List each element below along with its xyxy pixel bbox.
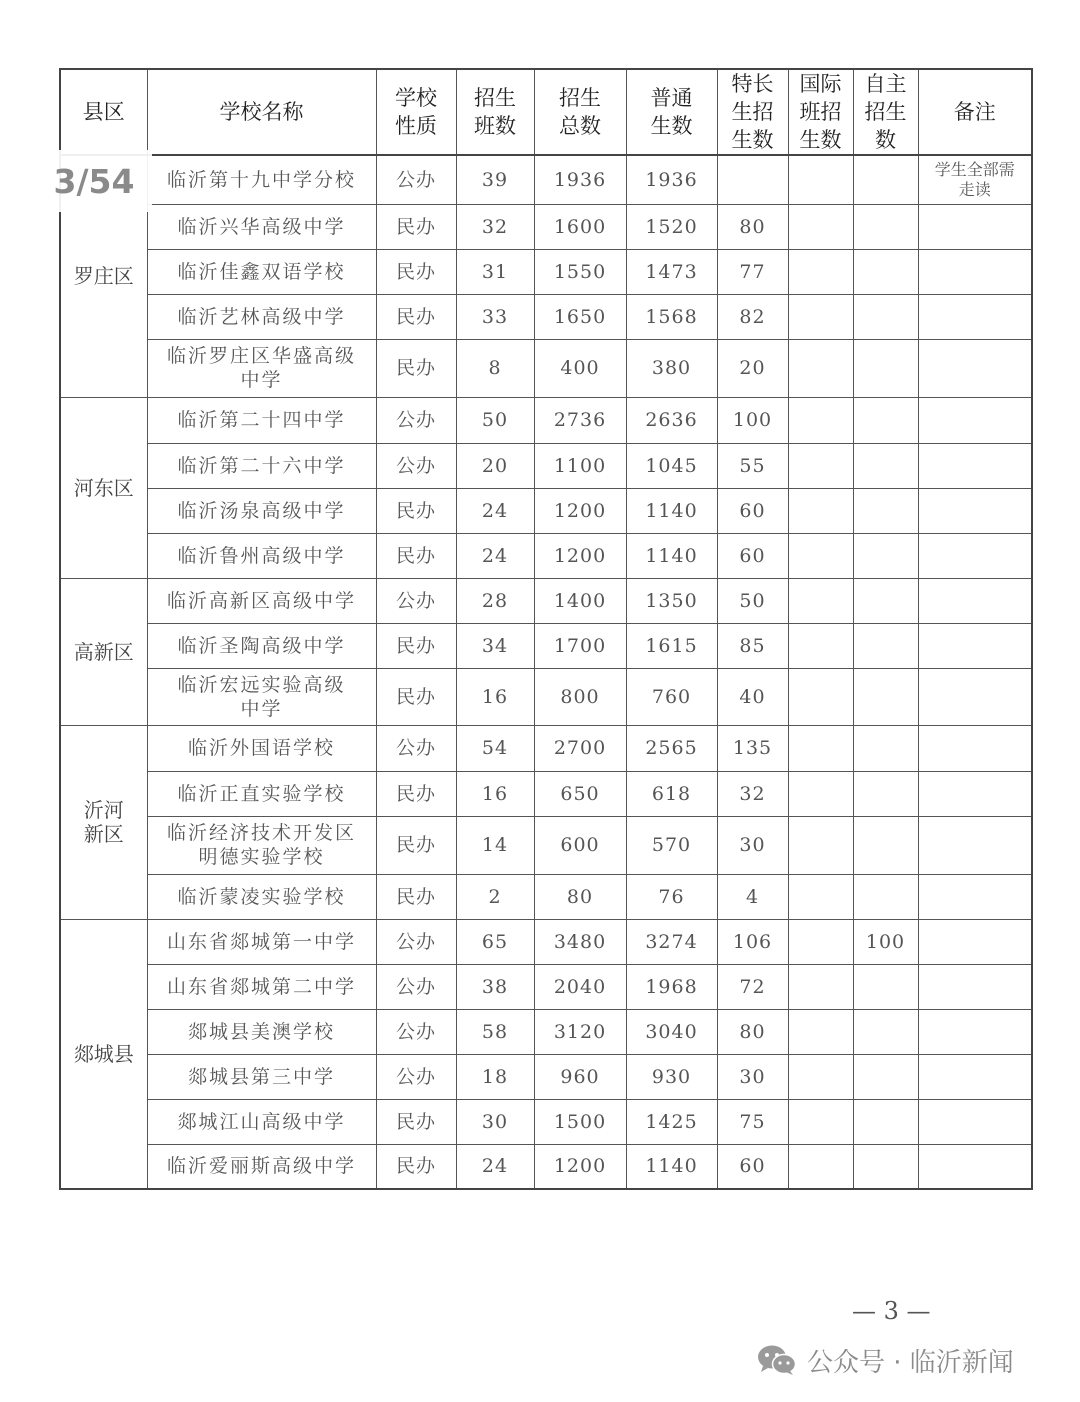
- special-cell: 4: [717, 874, 788, 919]
- type-cell: 民办: [376, 204, 456, 249]
- table-row: [60, 919, 1032, 964]
- table-row: [60, 1009, 1032, 1054]
- special-cell: 60: [717, 1144, 788, 1189]
- school-cell: 临沂正直实验学校: [147, 771, 376, 816]
- table-row: [60, 725, 1032, 771]
- regular-cell: 2565: [626, 725, 717, 771]
- autonomous-cell: [853, 668, 918, 725]
- county-cell: 河东区: [60, 397, 147, 578]
- type-cell: 公办: [376, 725, 456, 771]
- type-cell: 民办: [376, 294, 456, 339]
- page-number: — 3 —: [852, 1297, 931, 1325]
- classes-cell: 65: [456, 919, 534, 964]
- regular-cell: 1473: [626, 249, 717, 294]
- autonomous-cell: [853, 771, 918, 816]
- autonomous-cell: [853, 964, 918, 1009]
- regular-cell: 930: [626, 1054, 717, 1099]
- type-cell: 民办: [376, 668, 456, 725]
- autonomous-cell: [853, 249, 918, 294]
- note-cell: [918, 578, 1032, 623]
- regular-cell: 1140: [626, 533, 717, 578]
- autonomous-cell: [853, 204, 918, 249]
- table-row: [60, 249, 1032, 294]
- table-row: [60, 874, 1032, 919]
- table-row: [60, 1099, 1032, 1144]
- table-row: [60, 623, 1032, 668]
- county-cell: 郯城县: [60, 919, 147, 1189]
- school-cell: 临沂经济技术开发区 明德实验学校: [147, 816, 376, 874]
- school-cell: 临沂第二十六中学: [147, 443, 376, 488]
- total-cell: 650: [534, 771, 626, 816]
- note-cell: [918, 339, 1032, 397]
- classes-cell: 16: [456, 771, 534, 816]
- intl-cell: [788, 488, 853, 533]
- note-cell: [918, 919, 1032, 964]
- special-cell: 32: [717, 771, 788, 816]
- header-row: [60, 69, 1032, 155]
- intl-cell: [788, 1144, 853, 1189]
- autonomous-cell: [853, 578, 918, 623]
- note-cell: [918, 668, 1032, 725]
- total-cell: 2736: [534, 397, 626, 443]
- classes-cell: 28: [456, 578, 534, 623]
- total-cell: 3120: [534, 1009, 626, 1054]
- note-cell: [918, 725, 1032, 771]
- autonomous-cell: [853, 533, 918, 578]
- type-cell: 公办: [376, 397, 456, 443]
- type-cell: 公办: [376, 964, 456, 1009]
- classes-cell: 32: [456, 204, 534, 249]
- total-cell: 600: [534, 816, 626, 874]
- intl-cell: [788, 668, 853, 725]
- school-cell: 临沂爱丽斯高级中学: [147, 1144, 376, 1189]
- type-cell: 公办: [376, 155, 456, 204]
- note-cell: [918, 204, 1032, 249]
- regular-cell: 1520: [626, 204, 717, 249]
- total-cell: 3480: [534, 919, 626, 964]
- school-cell: 郯城江山高级中学: [147, 1099, 376, 1144]
- classes-cell: 34: [456, 623, 534, 668]
- total-cell: 2700: [534, 725, 626, 771]
- total-cell: 800: [534, 668, 626, 725]
- type-cell: 公办: [376, 1009, 456, 1054]
- total-cell: 1600: [534, 204, 626, 249]
- special-cell: 80: [717, 1009, 788, 1054]
- note-cell: [918, 964, 1032, 1009]
- total-cell: 1100: [534, 443, 626, 488]
- note-cell: [918, 874, 1032, 919]
- classes-cell: 50: [456, 397, 534, 443]
- intl-cell: [788, 204, 853, 249]
- intl-cell: [788, 294, 853, 339]
- regular-cell: 618: [626, 771, 717, 816]
- school-cell: 山东省郯城第一中学: [147, 919, 376, 964]
- table-row: [60, 578, 1032, 623]
- classes-cell: 30: [456, 1099, 534, 1144]
- special-cell: 60: [717, 533, 788, 578]
- autonomous-cell: 100: [853, 919, 918, 964]
- total-cell: 1550: [534, 249, 626, 294]
- autonomous-cell: [853, 816, 918, 874]
- county-cell: 罗庄区: [60, 155, 147, 397]
- page-indicator-badge: 3/54: [36, 150, 152, 212]
- school-cell: 临沂汤泉高级中学: [147, 488, 376, 533]
- table-row: [60, 397, 1032, 443]
- intl-cell: [788, 725, 853, 771]
- table-row: [60, 204, 1032, 249]
- special-cell: 30: [717, 816, 788, 874]
- table-row: [60, 443, 1032, 488]
- classes-cell: 18: [456, 1054, 534, 1099]
- table-row: [60, 155, 1032, 204]
- enrollment-table-wrap: [59, 68, 1031, 1190]
- total-cell: 1200: [534, 1144, 626, 1189]
- regular-cell: 1936: [626, 155, 717, 204]
- table-row: [60, 488, 1032, 533]
- note-cell: [918, 249, 1032, 294]
- table-row: [60, 1054, 1032, 1099]
- county-cell: 沂河 新区: [60, 725, 147, 919]
- total-cell: 1400: [534, 578, 626, 623]
- type-cell: 民办: [376, 1144, 456, 1189]
- intl-cell: [788, 874, 853, 919]
- header-school: 学校名称: [147, 69, 376, 155]
- total-cell: 1200: [534, 533, 626, 578]
- school-cell: 临沂罗庄区华盛高级 中学: [147, 339, 376, 397]
- school-cell: 临沂兴华高级中学: [147, 204, 376, 249]
- school-cell: 临沂圣陶高级中学: [147, 623, 376, 668]
- school-cell: 临沂佳鑫双语学校: [147, 249, 376, 294]
- header-type: 学校 性质: [376, 69, 456, 155]
- type-cell: 民办: [376, 533, 456, 578]
- type-cell: 民办: [376, 874, 456, 919]
- special-cell: 20: [717, 339, 788, 397]
- special-cell: 75: [717, 1099, 788, 1144]
- note-cell: [918, 488, 1032, 533]
- intl-cell: [788, 1009, 853, 1054]
- special-cell: 60: [717, 488, 788, 533]
- special-cell: 82: [717, 294, 788, 339]
- classes-cell: 8: [456, 339, 534, 397]
- special-cell: 77: [717, 249, 788, 294]
- intl-cell: [788, 1099, 853, 1144]
- note-cell: [918, 1144, 1032, 1189]
- school-cell: 临沂第十九中学分校: [147, 155, 376, 204]
- note-cell: [918, 533, 1032, 578]
- school-cell: 临沂外国语学校: [147, 725, 376, 771]
- classes-cell: 14: [456, 816, 534, 874]
- regular-cell: 1968: [626, 964, 717, 1009]
- regular-cell: 380: [626, 339, 717, 397]
- enrollment-table: [59, 68, 1033, 1190]
- total-cell: 960: [534, 1054, 626, 1099]
- type-cell: 民办: [376, 339, 456, 397]
- school-cell: 临沂鲁州高级中学: [147, 533, 376, 578]
- total-cell: 2040: [534, 964, 626, 1009]
- type-cell: 民办: [376, 1099, 456, 1144]
- special-cell: 50: [717, 578, 788, 623]
- classes-cell: 16: [456, 668, 534, 725]
- note-cell: [918, 816, 1032, 874]
- header-total: 招生 总数: [534, 69, 626, 155]
- autonomous-cell: [853, 874, 918, 919]
- special-cell: 40: [717, 668, 788, 725]
- wechat-icon: [757, 1344, 797, 1376]
- type-cell: 民办: [376, 488, 456, 533]
- header-classes: 招生 班数: [456, 69, 534, 155]
- watermark-text: 公众号 · 临沂新闻: [807, 1347, 1014, 1378]
- classes-cell: 54: [456, 725, 534, 771]
- school-cell: 临沂高新区高级中学: [147, 578, 376, 623]
- intl-cell: [788, 533, 853, 578]
- classes-cell: 38: [456, 964, 534, 1009]
- classes-cell: 20: [456, 443, 534, 488]
- table-row: [60, 816, 1032, 874]
- classes-cell: 39: [456, 155, 534, 204]
- regular-cell: 570: [626, 816, 717, 874]
- school-cell: 临沂艺林高级中学: [147, 294, 376, 339]
- intl-cell: [788, 397, 853, 443]
- autonomous-cell: [853, 1054, 918, 1099]
- total-cell: 80: [534, 874, 626, 919]
- regular-cell: 760: [626, 668, 717, 725]
- note-cell: [918, 1009, 1032, 1054]
- note-cell: [918, 397, 1032, 443]
- classes-cell: 2: [456, 874, 534, 919]
- intl-cell: [788, 155, 853, 204]
- table-row: [60, 771, 1032, 816]
- intl-cell: [788, 964, 853, 1009]
- school-cell: 郯城县第三中学: [147, 1054, 376, 1099]
- autonomous-cell: [853, 623, 918, 668]
- note-cell: [918, 623, 1032, 668]
- autonomous-cell: [853, 1099, 918, 1144]
- autonomous-cell: [853, 1009, 918, 1054]
- type-cell: 公办: [376, 919, 456, 964]
- classes-cell: 58: [456, 1009, 534, 1054]
- regular-cell: 2636: [626, 397, 717, 443]
- school-cell: 临沂宏远实验高级 中学: [147, 668, 376, 725]
- autonomous-cell: [853, 443, 918, 488]
- note-cell: [918, 771, 1032, 816]
- note-cell: [918, 443, 1032, 488]
- school-cell: 郯城县美澳学校: [147, 1009, 376, 1054]
- intl-cell: [788, 1054, 853, 1099]
- type-cell: 民办: [376, 249, 456, 294]
- regular-cell: 1615: [626, 623, 717, 668]
- total-cell: 1500: [534, 1099, 626, 1144]
- autonomous-cell: [853, 488, 918, 533]
- note-cell: [918, 1099, 1032, 1144]
- classes-cell: 24: [456, 1144, 534, 1189]
- classes-cell: 24: [456, 533, 534, 578]
- autonomous-cell: [853, 155, 918, 204]
- regular-cell: 1350: [626, 578, 717, 623]
- type-cell: 民办: [376, 816, 456, 874]
- intl-cell: [788, 816, 853, 874]
- intl-cell: [788, 578, 853, 623]
- table-row: [60, 964, 1032, 1009]
- total-cell: 400: [534, 339, 626, 397]
- table-body: [60, 155, 1032, 1189]
- table-row: [60, 1144, 1032, 1189]
- total-cell: 1200: [534, 488, 626, 533]
- special-cell: 106: [717, 919, 788, 964]
- special-cell: 72: [717, 964, 788, 1009]
- type-cell: 公办: [376, 578, 456, 623]
- intl-cell: [788, 443, 853, 488]
- special-cell: 55: [717, 443, 788, 488]
- header-intl: 国际 班招 生数: [788, 69, 853, 155]
- header-special: 特长 生招 生数: [717, 69, 788, 155]
- note-cell: 学生全部需 走读: [918, 155, 1032, 204]
- regular-cell: 3040: [626, 1009, 717, 1054]
- school-cell: 临沂蒙凌实验学校: [147, 874, 376, 919]
- intl-cell: [788, 249, 853, 294]
- special-cell: 135: [717, 725, 788, 771]
- header-county: 县区: [60, 69, 147, 155]
- autonomous-cell: [853, 397, 918, 443]
- county-cell: 高新区: [60, 578, 147, 725]
- intl-cell: [788, 919, 853, 964]
- regular-cell: 3274: [626, 919, 717, 964]
- special-cell: 30: [717, 1054, 788, 1099]
- header-regular: 普通 生数: [626, 69, 717, 155]
- autonomous-cell: [853, 339, 918, 397]
- school-cell: 临沂第二十四中学: [147, 397, 376, 443]
- intl-cell: [788, 623, 853, 668]
- regular-cell: 1425: [626, 1099, 717, 1144]
- special-cell: 85: [717, 623, 788, 668]
- school-cell: 山东省郯城第二中学: [147, 964, 376, 1009]
- regular-cell: 1140: [626, 488, 717, 533]
- classes-cell: 24: [456, 488, 534, 533]
- table-row: [60, 294, 1032, 339]
- total-cell: 1700: [534, 623, 626, 668]
- regular-cell: 76: [626, 874, 717, 919]
- autonomous-cell: [853, 1144, 918, 1189]
- note-cell: [918, 1054, 1032, 1099]
- classes-cell: 31: [456, 249, 534, 294]
- special-cell: 100: [717, 397, 788, 443]
- intl-cell: [788, 771, 853, 816]
- total-cell: 1650: [534, 294, 626, 339]
- total-cell: 1936: [534, 155, 626, 204]
- regular-cell: 1140: [626, 1144, 717, 1189]
- header-note: 备注: [918, 69, 1032, 155]
- intl-cell: [788, 339, 853, 397]
- table-row: [60, 533, 1032, 578]
- header-autonomous: 自主 招生 数: [853, 69, 918, 155]
- note-cell: [918, 294, 1032, 339]
- autonomous-cell: [853, 294, 918, 339]
- wechat-watermark: [757, 1340, 1014, 1380]
- table-row: [60, 668, 1032, 725]
- regular-cell: 1045: [626, 443, 717, 488]
- regular-cell: 1568: [626, 294, 717, 339]
- special-cell: 80: [717, 204, 788, 249]
- type-cell: 民办: [376, 771, 456, 816]
- type-cell: 公办: [376, 443, 456, 488]
- special-cell: [717, 155, 788, 204]
- autonomous-cell: [853, 725, 918, 771]
- table-row: [60, 339, 1032, 397]
- type-cell: 民办: [376, 623, 456, 668]
- type-cell: 公办: [376, 1054, 456, 1099]
- classes-cell: 33: [456, 294, 534, 339]
